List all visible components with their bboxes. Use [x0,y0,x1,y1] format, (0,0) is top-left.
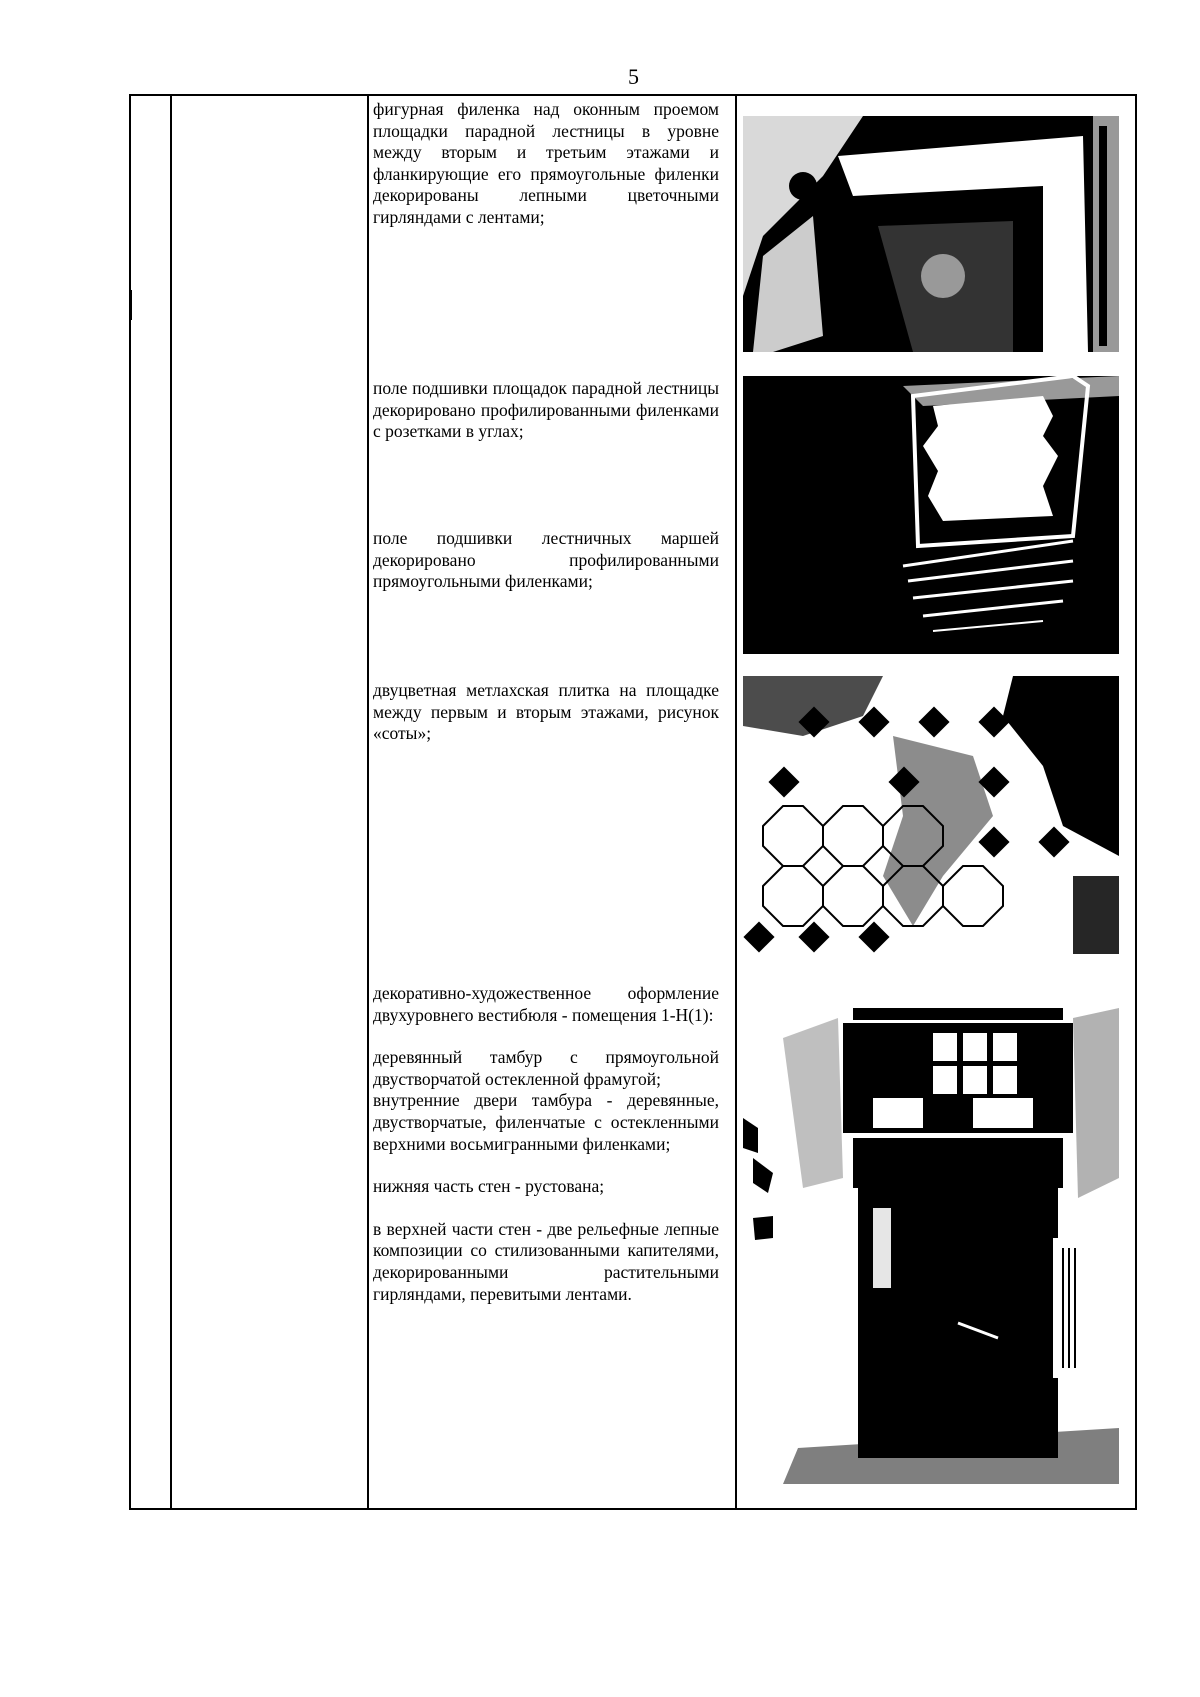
description-item-window-panel: фигурная филенка над оконным проемом площадки парадной лестницы в уровне между вторым и третьим этажами и фланкирующие его прямоугольные филенки декорированы лепными цветочными гирляндами с лентами; [373,99,719,227]
column-divider-3 [735,96,737,1508]
description-item-landing-soffit: поле подшивки площадок парадной лестницы декорировано профилированными филенками с розетками в углах; [373,378,719,442]
vestibule-tambour: деревянный тамбур с прямоугольной двустворчатой остекленной фрамугой; [373,1047,719,1089]
photo-landing-soffit [743,376,1119,654]
column-divider-1 [170,96,172,1508]
binding-mark [129,290,132,320]
description-item-stair-soffit: поле подшивки лестничных маршей декорировано профилированными прямоугольными филенками; [373,528,719,592]
column-divider-2 [367,96,369,1508]
description-item-tile-floor: двуцветная метлахская плитка на площадке между первым и вторым этажами, рисунок «соты»; [373,680,719,744]
vestibule-lower-walls: нижняя часть стен - рустована; [373,1176,605,1197]
photo-vestibule-doors [743,978,1119,1484]
page-number: 5 [628,64,639,89]
vestibule-upper-walls: в верхней части стен - две рельефные лепные композиции со стилизованными капителями, декорированными растительными гирляндами, перевитыми лентами. [373,1218,719,1304]
description-item-vestibule [373,983,719,1305]
vestibule-heading: декоративно-художественное оформление двухуровнего вестибюля - помещения 1-Н(1): [373,983,719,1025]
photo-metlakh-tile [743,676,1119,954]
vestibule-inner-doors: внутренние двери тамбура - деревянные, двустворчатые, филенчатые с остекленными верхними восьмигранными филенками; [373,1090,719,1154]
photo-window-panel [743,116,1119,352]
